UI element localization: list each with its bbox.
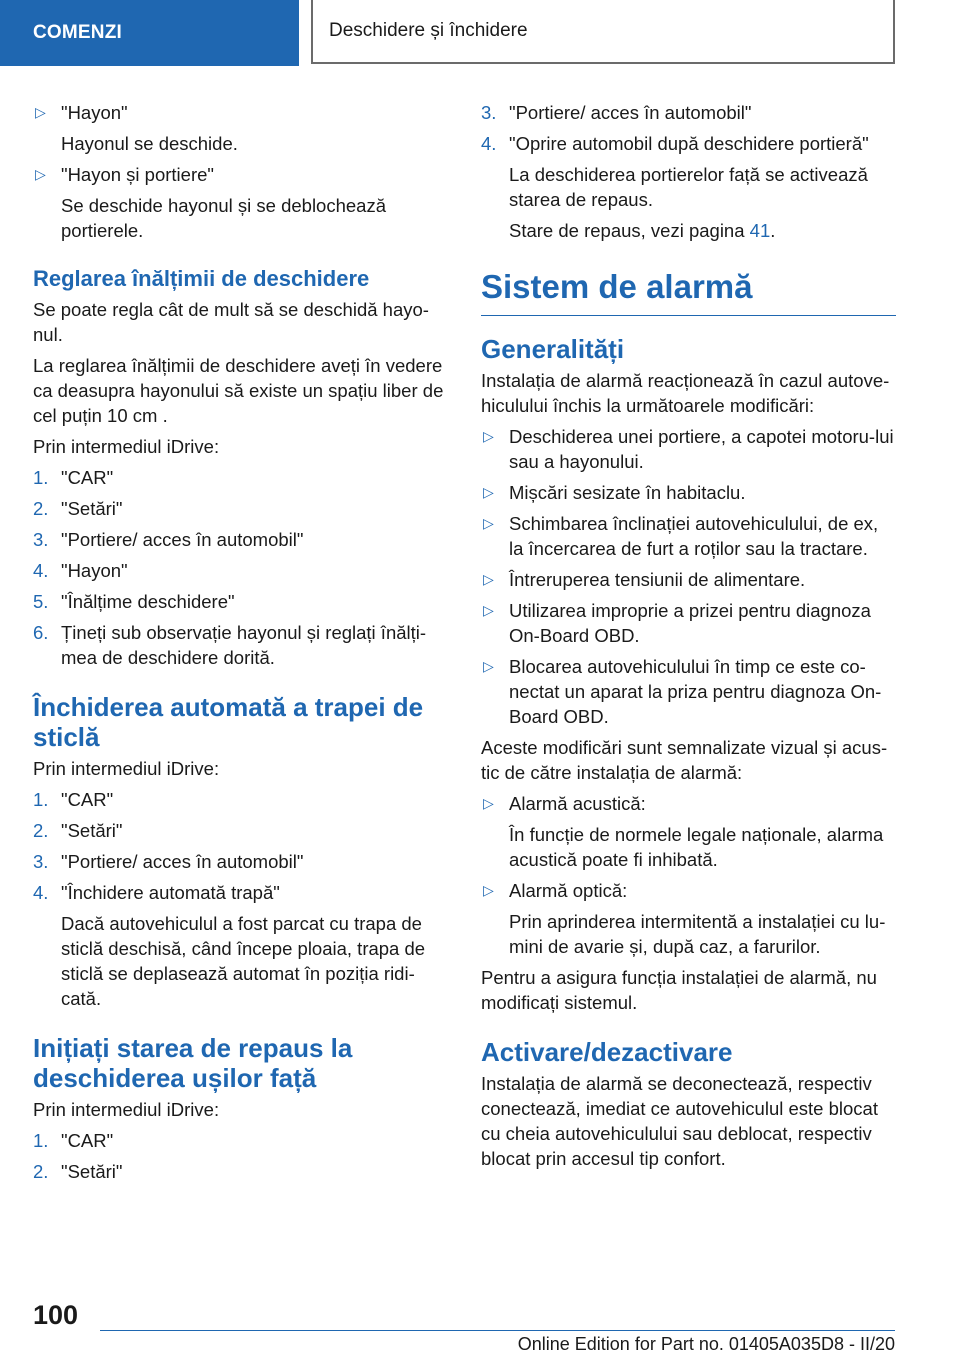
list-item-text: Deschiderea unei portiere, a capotei motoru-lui sau a hayonului. — [509, 426, 894, 472]
step-text: "Oprire automobil după deschidere portieră" — [509, 133, 869, 154]
step-item — [33, 558, 453, 583]
step-item — [33, 527, 453, 552]
step-number: 5. — [33, 591, 49, 612]
reference-end: . — [770, 220, 776, 241]
right-column — [481, 100, 896, 1177]
section-heading: Inițiați starea de repaus la deschiderea ușilor față — [33, 1033, 353, 1093]
section-heading: Activare/dezactivare — [481, 1037, 733, 1067]
step-text: "Înălțime deschidere" — [61, 591, 235, 612]
triangle-bullet-icon: ▷ — [483, 658, 494, 674]
page-header — [0, 0, 960, 66]
reference-text: Stare de repaus, vezi pagina — [509, 220, 750, 241]
step-text: Țineți sub observație hayonul și reglați înălți-mea de deschidere dorită. — [61, 622, 427, 668]
list-item — [481, 791, 896, 816]
left-column — [33, 100, 453, 1190]
paragraph: Prin intermediul iDrive: — [33, 758, 220, 779]
step-number: 6. — [33, 622, 49, 643]
step-text: "Portiere/ acces în automobil" — [61, 851, 304, 872]
list-item — [481, 654, 896, 729]
paragraph: Prin intermediul iDrive: — [33, 436, 220, 457]
step-note: La deschiderea portierelor față se activează starea de repaus. — [509, 164, 868, 210]
step-text: "Hayon" — [61, 560, 128, 581]
step-item — [481, 100, 896, 125]
triangle-bullet-icon: ▷ — [483, 882, 494, 898]
triangle-bullet-icon: ▷ — [483, 428, 494, 444]
step-number: 2. — [33, 1161, 49, 1182]
section-heading: Închiderea automată a trapei de sticlă — [33, 692, 424, 752]
list-item — [481, 424, 896, 474]
step-item — [33, 1128, 453, 1153]
step-text: "Închidere automată trapă" — [61, 882, 280, 903]
footer-divider — [100, 1330, 895, 1331]
step-number: 2. — [33, 820, 49, 841]
section-heading: Reglarea înălțimii de deschidere — [33, 266, 370, 291]
step-item — [33, 589, 453, 614]
step-text: "CAR" — [61, 789, 114, 810]
list-item-text: Schimbarea înclinației autovehiculului, de ex, la încercarea de furt a roților sau la tractare. — [509, 513, 879, 559]
paragraph: Pentru a asigura funcția instalației de alarmă, nu modificați sistemul. — [481, 967, 877, 1013]
list-item — [481, 511, 896, 561]
page-link[interactable]: 41 — [749, 220, 771, 241]
paragraph: Instalația de alarmă reacționează în cazul autove-hiculului închis la următoarele modificări: — [481, 370, 890, 416]
triangle-bullet-icon: ▷ — [483, 515, 494, 531]
triangle-bullet-icon: ▷ — [35, 104, 46, 120]
page-number: 100 — [33, 1300, 79, 1330]
section-tab: COMENZI — [0, 0, 299, 66]
step-number: 1. — [33, 789, 49, 810]
step-text: "CAR" — [61, 1130, 114, 1151]
step-text: "Setări" — [61, 498, 123, 519]
step-number: 1. — [33, 1130, 49, 1151]
step-number: 1. — [33, 467, 49, 488]
step-item — [33, 465, 453, 490]
list-item — [33, 100, 453, 125]
option-label: "Hayon și portiere" — [61, 164, 214, 185]
triangle-bullet-icon: ▷ — [483, 602, 494, 618]
edition-text: Online Edition for Part no. 01405A035D8 - II/20 — [517, 1334, 895, 1354]
step-number: 2. — [33, 498, 49, 519]
step-item — [33, 880, 453, 905]
step-text: "Portiere/ acces în automobil" — [509, 102, 752, 123]
section-heading: Generalități — [481, 334, 625, 364]
chapter-tab: Deschidere și închidere — [311, 0, 895, 64]
alarm-description: În funcție de normele legale naționale, alarma acustică poate fi inhibată. — [509, 824, 884, 870]
list-item-text: Mișcări sesizate în habitaclu. — [509, 482, 746, 503]
page-reference — [481, 218, 896, 243]
alarm-label: Alarmă optică: — [509, 880, 628, 901]
step-number: 3. — [481, 102, 497, 123]
paragraph: La reglarea înălțimii de deschidere aveți în vedere ca deasupra hayonului să existe un spațiu liber de cel puțin 10 cm . — [33, 355, 444, 426]
list-item — [481, 567, 896, 592]
step-number: 4. — [481, 133, 497, 154]
list-item — [481, 480, 896, 505]
list-item — [33, 162, 453, 187]
step-number: 4. — [33, 882, 49, 903]
step-number: 3. — [33, 851, 49, 872]
list-item — [481, 878, 896, 903]
paragraph: Instalația de alarmă se deconectează, respectiv conectează, imediat ce autovehiculul este blocat cu cheia autovehiculului sau deblocat, respectiv blocat prin accesul tip confort. — [481, 1073, 878, 1169]
chapter-title: Sistem de alarmă — [481, 267, 896, 316]
step-text: "Setări" — [61, 820, 123, 841]
alarm-description: Prin aprinderea intermitentă a instalației cu lu-mini de avarie și, după caz, a farurilor. — [509, 911, 886, 957]
list-item — [481, 598, 896, 648]
paragraph: Se poate regla cât de mult să se deschidă hayo-nul. — [33, 299, 429, 345]
step-text: "Portiere/ acces în automobil" — [61, 529, 304, 550]
triangle-bullet-icon: ▷ — [35, 166, 46, 182]
step-text: "Setări" — [61, 1161, 123, 1182]
step-item — [33, 787, 453, 812]
step-note: Dacă autovehiculul a fost parcat cu trapa de sticlă deschisă, când începe ploaia, trapa de sticlă se deplasează automat în poziția ridi-cată. — [61, 913, 426, 1009]
paragraph: Prin intermediul iDrive: — [33, 1099, 220, 1120]
list-item-text: Întreruperea tensiunii de alimentare. — [509, 569, 806, 590]
step-item — [481, 131, 896, 156]
list-item-text: Utilizarea improprie a prizei pentru diagnoza On-Board OBD. — [509, 600, 871, 646]
step-item — [33, 849, 453, 874]
step-item — [33, 1159, 453, 1184]
list-item-text: Blocarea autovehiculului în timp ce este co-nectat un aparat la priza pentru diagnoza On-Board OBD. — [509, 656, 882, 727]
step-item — [33, 818, 453, 843]
step-item — [33, 496, 453, 521]
paragraph: Aceste modificări sunt semnalizate vizual și acus-tic de către instalația de alarmă: — [481, 737, 888, 783]
alarm-label: Alarmă acustică: — [509, 793, 646, 814]
option-label: "Hayon" — [61, 102, 128, 123]
option-description: Hayonul se deschide. — [61, 133, 238, 154]
step-item — [33, 620, 453, 670]
option-description: Se deschide hayonul și se deblochează portierele. — [61, 195, 387, 241]
step-number: 4. — [33, 560, 49, 581]
triangle-bullet-icon: ▷ — [483, 795, 494, 811]
triangle-bullet-icon: ▷ — [483, 571, 494, 587]
step-number: 3. — [33, 529, 49, 550]
triangle-bullet-icon: ▷ — [483, 484, 494, 500]
step-text: "CAR" — [61, 467, 114, 488]
